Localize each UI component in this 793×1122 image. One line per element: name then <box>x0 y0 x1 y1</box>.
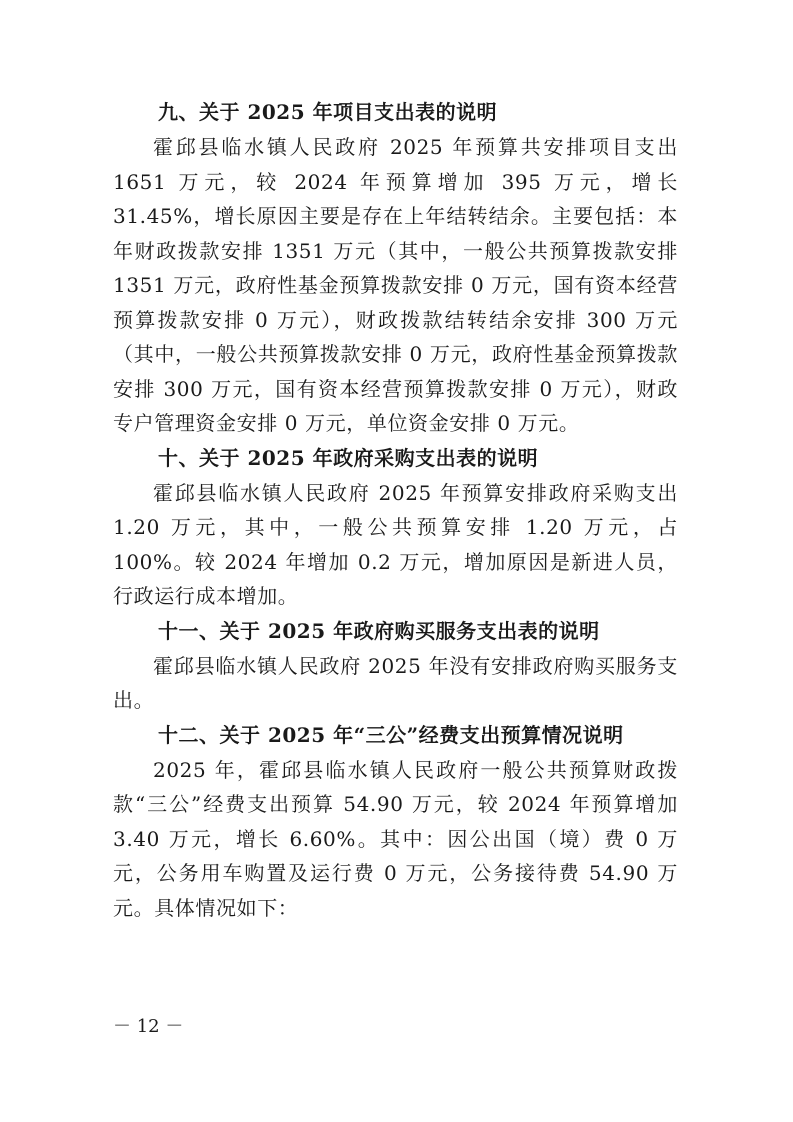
section-heading-12: 十二、关于 2025 年“三公”经费支出预算情况说明 <box>158 722 624 747</box>
section-paragraph-12: 2025 年，霍邱县临水镇人民政府一般公共预算财政拨款“三公”经费支出预算 54.90 万元，较 2024 年预算增加 3.40 万元，增长 6.60%。其中：因公出国（境）费 0 万元，公务用车购置及运行费 0 万元，公务接待费 54.90 万元。具体情况如下： <box>113 757 678 920</box>
section-heading-11: 十一、关于 2025 年政府购买服务支出表的说明 <box>158 618 600 643</box>
section-heading-10: 十、关于 2025 年政府采购支出表的说明 <box>158 445 539 470</box>
section-paragraph-9: 霍邱县临水镇人民政府 2025 年预算共安排项目支出 1651 万元，较 2024 年预算增加 395 万元，增长 31.45%，增长原因主要是存在上年结转结余。主要包括：本年财政拨款安排 1351 万元（其中，一般公共预算拨款安排 1351 万元，政府性基金预算拨款安排 0 万元，国有资本经营预算拨款安排 0 万元），财政拨款结转结余安排 300 万元（其中，一般公共预算拨款安排 0 万元，政府性基金预算拨款安排 300 万元，国有资本经营预算拨款安排 0 万元），财政专户管理资金安排 0 万元，单位资金安排 0 万元。 <box>113 135 678 435</box>
page-number: － 12 － <box>113 1016 184 1037</box>
section-paragraph-10: 霍邱县临水镇人民政府 2025 年预算安排政府采购支出 1.20 万元，其中，一般公共预算安排 1.20 万元，占 100%。较 2024 年增加 0.2 万元，增加原因是新进人员，行政运行成本增加。 <box>113 480 678 608</box>
section-paragraph-11: 霍邱县临水镇人民政府 2025 年没有安排政府购买服务支出。 <box>113 653 678 712</box>
section-heading-9: 九、关于 2025 年项目支出表的说明 <box>158 100 498 124</box>
document-body <box>113 95 678 925</box>
